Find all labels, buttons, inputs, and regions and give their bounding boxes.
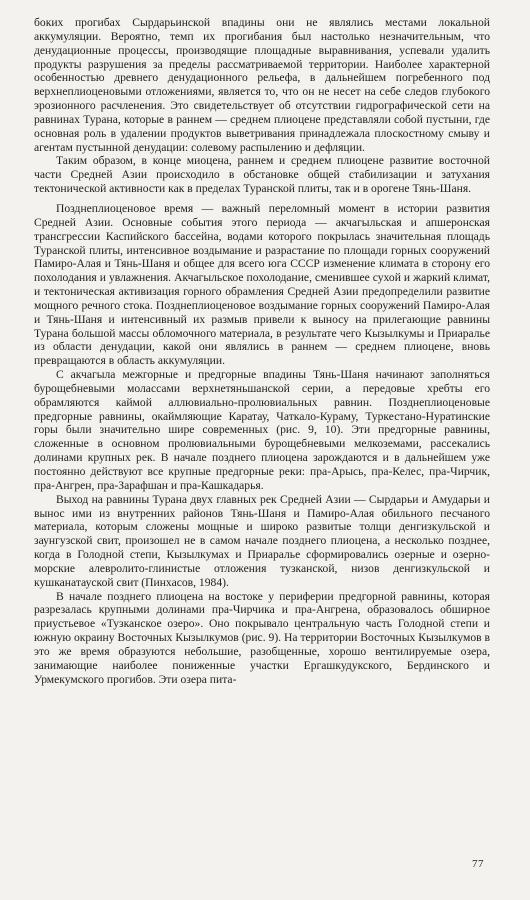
paragraph-5: Выход на равнины Турана двух главных рек Средней Азии — Сырдарьи и Амударьи и вынос ими из внутренних районов Тянь-Шаня и Памиро-Алая обильного песчаного материала, которым сложены мощные и широко развитые толщи денгизкульской и заунгузской свит, произошел не в самом начале позднего плиоцена, а несколько позднее, когда в Голодной степи, Кызылкумах и Приаралье сформировались озерные и озерно-морские алевролито-глинистые отложения тузканской, низов денгизкульской и кушканатауской свит (Пинхасов, 1984). (34, 492, 490, 589)
paragraph-4: С акчагыла межгорные и предгорные впадины Тянь-Шаня начинают заполняться бурощебневыми молассами верхнетяньшанской серии, а передовые хребты его обрамляются каймой аллювиально-пролювиальных равнин. Позднеплиоценовые предгорные равнины, окаймляющие Каратау, Чаткало-Кураму, Туркестано-Нуратинские горы были значительно шире современных (рис. 9, 10). Эти предгорные равнины, сложенные в основном пролювиальными бурощебневыми мелкоземами, рассекались долинами крупных рек. В начале позднего плиоцена зарождаются и в дальнейшем уже постоянно действуют все крупные предгорные реки: пра-Арысь, пра-Келес, пра-Чирчик, пра-Ангрен, пра-Зарафшан и пра-Кашкадарья. (34, 368, 490, 492)
paragraph-2: Таким образом, в конце миоцена, раннем и среднем плиоцене развитие восточной части Средней Азии происходило в обстановке общей стабилизации и затухания тектонической активности как в пределах Туранской плиты, так и в орогене Тянь-Шаня. (34, 154, 490, 196)
page-number: 77 (472, 858, 484, 870)
paragraph-1: боких прогибах Сырдарьинской впадины они не являлись местами локальной аккумуляции. Вероятно, темп их прогибания был настолько незначительным, что денудационные процессы, производящие площадные выравнивания, успевали удалить продукты разрушения за пределы рассматриваемой территории. Наиболее характерной особенностью древнего денудационного рельефа, в дальнейшем погребенного под верхнеплиоценовыми отложениями, является то, что он не несет на себе следов глубокого эрозионного расчленения. Это свидетельствует об отсутствии гидрографической сети на равнинах Турана, которые в раннем — среднем плиоцене представляли собой пустыни, где основная роль в удалении продуктов выветривания принадлежала плоскостному смыву и агентам пустынной денудации: солевому распылению и дефляции. (34, 16, 490, 154)
paragraph-6: В начале позднего плиоцена на востоке у периферии предгорной равнины, которая разрезалась крупными долинами пра-Чирчика и пра-Ангрена, образовалось обширное приустьевое «Тузканское озеро». Оно покрывало центральную часть Голодной степи и южную окраину Восточных Кызылкумов (рис. 9). На территории Восточных Кызылкумов в это же время образуются небольшие, разобщенные, хорошо вентилируемые озера, занимающие наиболее пониженные участки Ергашкудукского, Бердинского и Урмекумского прогибов. Эти озера пита- (34, 589, 490, 686)
paragraph-3: Позднеплиоценовое время — важный переломный момент в истории развития Средней Азии. Основные события этого периода — акчагыльская и апшеронская трансгрессии Каспийского бассейна, водами которого покрылась значительная площадь Туранской плиты, интенсивное воздымание и разрастание по площади горных сооружений Памиро-Алая и Тянь-Шаня и общее для всего юга СССР изменение климата в сторону его похолодания и увлажнения. Акчагыльское похолодание, сменившее сухой и жаркий климат, и тектоническая активизация горного обрамления Средней Азии предопределили развитие мощного речного стока. Позднеплиоценовое воздымание горных сооружений Памиро-Алая и Тянь-Шаня и интенсивный их размыв привели к выносу на прилегающие равнины Турана большой массы обломочного материала, в результате чего Кызылкумы и Приаралье из области денудации, какой они являлись в раннем — среднем плиоцене, вновь превращаются в область аккумуляции. (34, 201, 490, 368)
